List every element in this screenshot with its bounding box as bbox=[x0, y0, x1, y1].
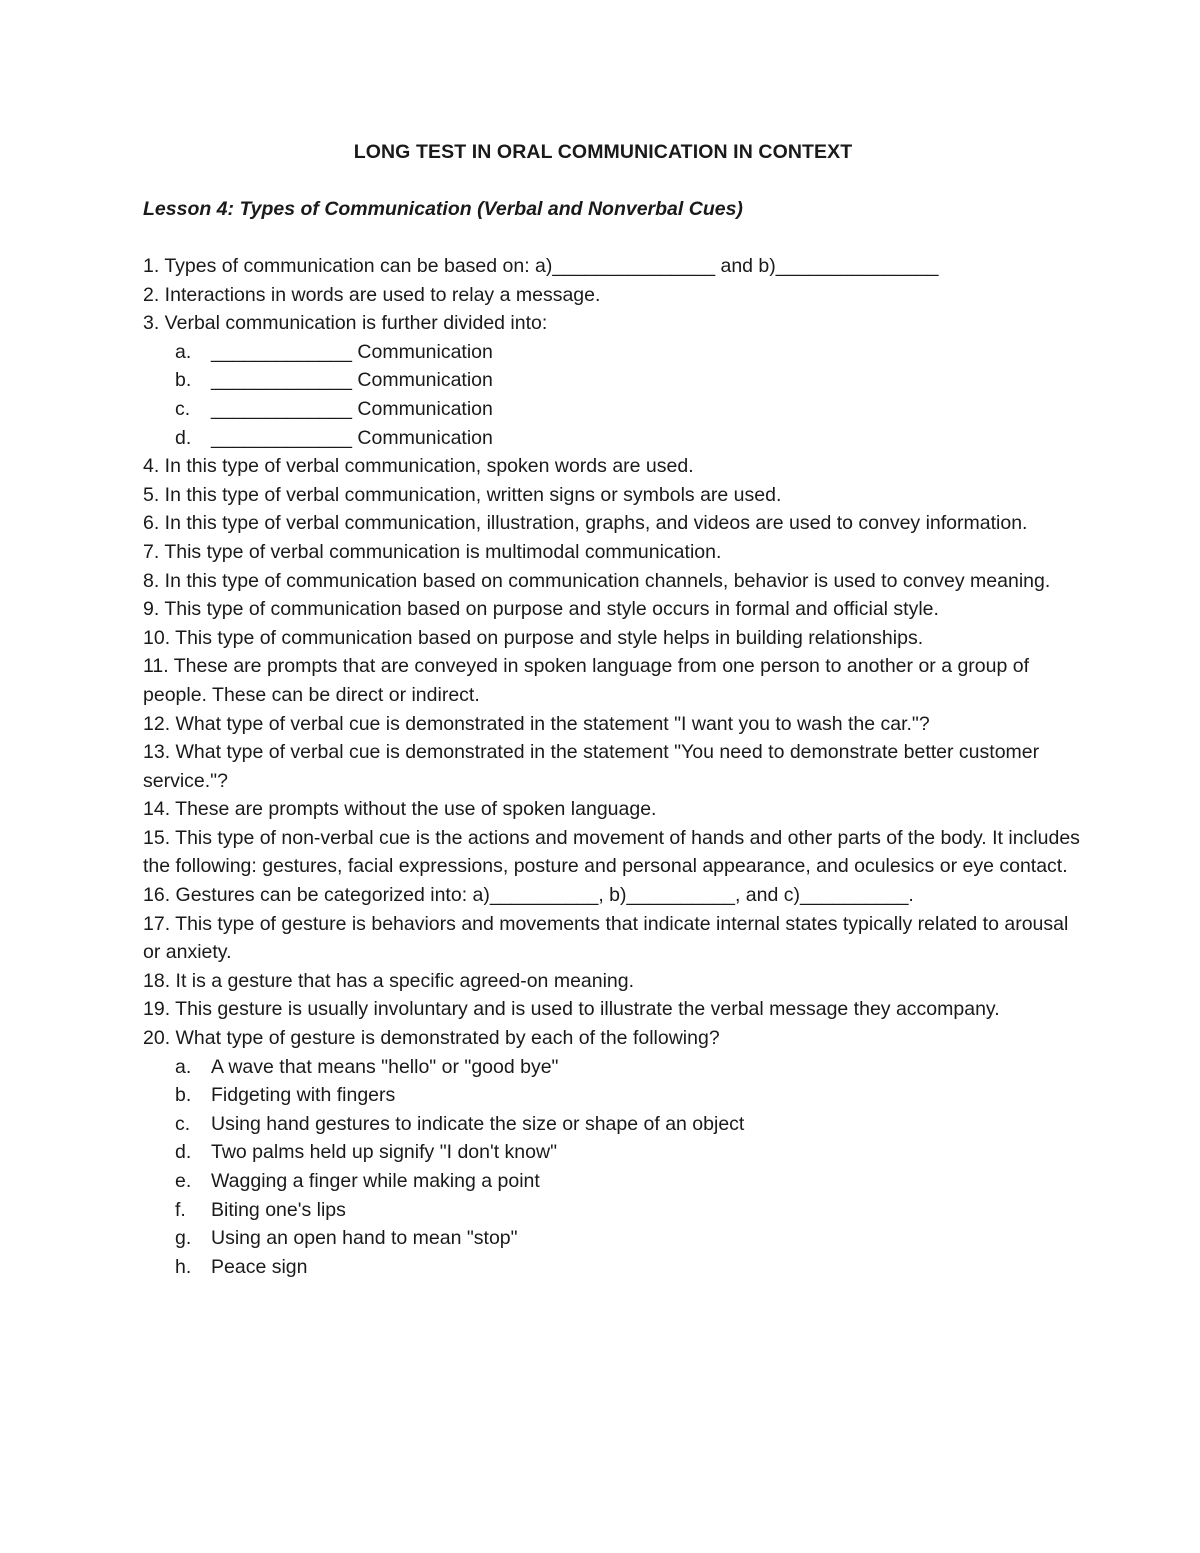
question-18: 18. It is a gesture that has a specific agreed-on meaning. bbox=[143, 969, 635, 992]
item-letter: h. bbox=[175, 1255, 192, 1278]
question-list bbox=[143, 252, 1086, 1281]
question-20-item-h bbox=[143, 1253, 1083, 1282]
question-3-item-a bbox=[143, 338, 1083, 367]
item-letter: a. bbox=[175, 340, 192, 363]
question-17: 17. This type of gesture is behaviors and movements that indicate internal states typically related to arousal or anxiety. bbox=[143, 912, 1074, 964]
item-letter: b. bbox=[175, 369, 192, 392]
question-6: 6. In this type of verbal communication, illustration, graphs, and videos are used to convey information. bbox=[143, 512, 1028, 535]
item-text: Using hand gestures to indicate the size or shape of an object bbox=[211, 1112, 745, 1135]
question-3-item-b bbox=[143, 366, 1083, 395]
item-letter: b. bbox=[175, 1084, 192, 1107]
item-text: _____________ Communication bbox=[211, 340, 493, 363]
item-text: Wagging a finger while making a point bbox=[211, 1170, 540, 1192]
question-20-item-a bbox=[143, 1053, 1083, 1082]
item-text: _____________ Communication bbox=[211, 369, 493, 392]
item-text: _____________ Communication bbox=[211, 426, 493, 449]
question-20-item-b bbox=[143, 1081, 1083, 1110]
question-20-item-c bbox=[143, 1110, 1083, 1139]
question-9: 9. This type of communication based on purpose and style occurs in formal and official style. bbox=[143, 598, 939, 621]
question-5: 5. In this type of verbal communication, written signs or symbols are used. bbox=[143, 483, 782, 506]
question-20-item-e bbox=[143, 1167, 1083, 1196]
item-letter: d. bbox=[175, 1141, 192, 1164]
question-15: 15. This type of non-verbal cue is the actions and movement of hands and other parts of the body. It includes the following: gestures, facial expressions, posture and personal appearance, and oculesics or eye contact. bbox=[143, 826, 1086, 878]
item-text: A wave that means "hello" or "good bye" bbox=[211, 1055, 559, 1078]
item-letter: d. bbox=[175, 426, 192, 449]
item-letter: a. bbox=[175, 1055, 192, 1078]
question-2: 2. Interactions in words are used to relay a message. bbox=[143, 283, 601, 306]
question-14: 14. These are prompts without the use of spoken language. bbox=[143, 798, 657, 821]
item-letter: f. bbox=[175, 1198, 186, 1221]
question-20-item-f bbox=[143, 1196, 1083, 1225]
question-19: 19. This gesture is usually involuntary and is used to illustrate the verbal message they accompany. bbox=[143, 998, 1000, 1021]
question-7: 7. This type of verbal communication is multimodal communication. bbox=[143, 540, 722, 563]
document-title: LONG TEST IN ORAL COMMUNICATION IN CONTEXT bbox=[353, 141, 853, 163]
question-12: 12. What type of verbal cue is demonstrated in the statement "I want you to wash the car."? bbox=[143, 712, 930, 735]
lesson-heading: Lesson 4: Types of Communication (Verbal and Nonverbal Cues) bbox=[143, 198, 743, 220]
question-10: 10. This type of communication based on purpose and style helps in building relationships. bbox=[143, 626, 924, 649]
item-text: Fidgeting with fingers bbox=[211, 1084, 396, 1107]
question-3-item-d bbox=[143, 424, 1083, 453]
item-text: _____________ Communication bbox=[211, 397, 493, 420]
question-16: 16. Gestures can be categorized into: a)__________, b)__________, and c)__________. bbox=[143, 884, 914, 907]
question-8: 8. In this type of communication based on communication channels, behavior is used to convey meaning. bbox=[143, 569, 1051, 592]
question-1: 1. Types of communication can be based on: a)_______________ and b)_______________ bbox=[143, 255, 939, 277]
item-text: Peace sign bbox=[211, 1255, 308, 1278]
item-letter: g. bbox=[175, 1227, 192, 1250]
item-text: Biting one's lips bbox=[211, 1198, 346, 1221]
question-20-item-d bbox=[143, 1138, 1083, 1167]
item-letter: c. bbox=[175, 397, 191, 420]
item-text: Using an open hand to mean "stop" bbox=[211, 1227, 518, 1250]
question-13: 13. What type of verbal cue is demonstrated in the statement "You need to demonstrate better customer service."? bbox=[143, 741, 1045, 792]
question-4: 4. In this type of verbal communication, spoken words are used. bbox=[143, 455, 694, 478]
question-20: 20. What type of gesture is demonstrated by each of the following? bbox=[143, 1027, 720, 1050]
question-11: 11. These are prompts that are conveyed in spoken language from one person to another or a group of people. These can be direct or indirect. bbox=[143, 655, 1035, 706]
question-3-item-c bbox=[143, 395, 1083, 424]
item-text: Two palms held up signify "I don't know" bbox=[211, 1141, 557, 1164]
question-20-item-g bbox=[143, 1224, 1083, 1253]
question-3: 3. Verbal communication is further divided into: bbox=[143, 312, 548, 335]
document-page bbox=[143, 138, 1086, 1281]
item-letter: c. bbox=[175, 1112, 191, 1135]
item-letter: e. bbox=[175, 1170, 192, 1192]
